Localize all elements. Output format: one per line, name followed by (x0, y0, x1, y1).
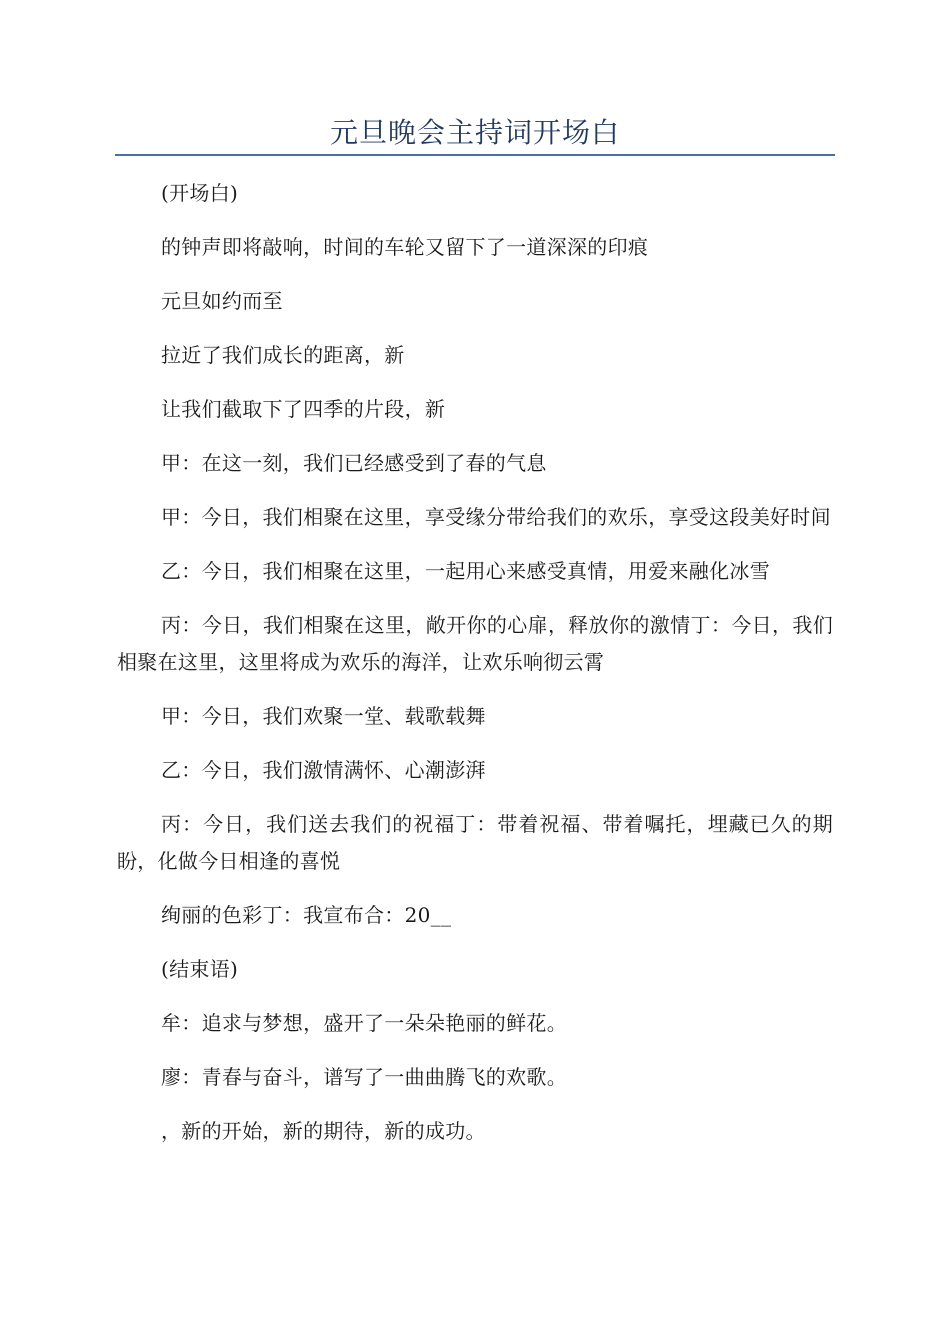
paragraph: 的钟声即将敲响，时间的车轮又留下了一道深深的印痕 (161, 235, 649, 259)
paragraph: 元旦如约而至 (161, 289, 283, 313)
paragraph: ，新的开始，新的期待，新的成功。 (161, 1119, 486, 1143)
paragraph: 让我们截取下了四季的片段，新 (161, 397, 446, 421)
paragraph: (开场白) (161, 181, 239, 205)
paragraph: 甲：今日，我们欢聚一堂、载歌载舞 (161, 704, 486, 728)
paragraph: 乙：今日，我们激情满怀、心潮澎湃 (161, 758, 486, 782)
paragraph: 拉近了我们成长的距离，新 (161, 343, 405, 367)
paragraph: 丙：今日，我们相聚在这里，敞开你的心扉，释放你的激情丁：今日，我们相聚在这里，这里将成为欢乐的海洋，让欢乐响彻云霄 (117, 613, 833, 674)
paragraph: 牟：追求与梦想，盛开了一朵朵艳丽的鲜花。 (161, 1011, 567, 1035)
paragraph: 丙：今日，我们送去我们的祝福丁：带着祝福、带着嘱托，埋藏已久的期盼，化做今日相逢的喜悦 (117, 812, 833, 873)
paragraph: (结束语) (161, 957, 239, 981)
document-body (117, 175, 833, 1167)
paragraph: 甲：今日，我们相聚在这里，享受缘分带给我们的欢乐，享受这段美好时间 (161, 505, 831, 529)
paragraph: 甲：在这一刻，我们已经感受到了春的气息 (161, 451, 547, 475)
paragraph: 乙：今日，我们相聚在这里，一起用心来感受真情，用爱来融化冰雪 (161, 559, 770, 583)
title-underline (115, 154, 835, 156)
paragraph: 绚丽的色彩丁：我宣布合：20__ (161, 903, 452, 927)
document-title: 元旦晚会主持词开场白 (329, 116, 620, 149)
paragraph: 廖：青春与奋斗，谱写了一曲曲腾飞的欢歌。 (161, 1065, 567, 1089)
